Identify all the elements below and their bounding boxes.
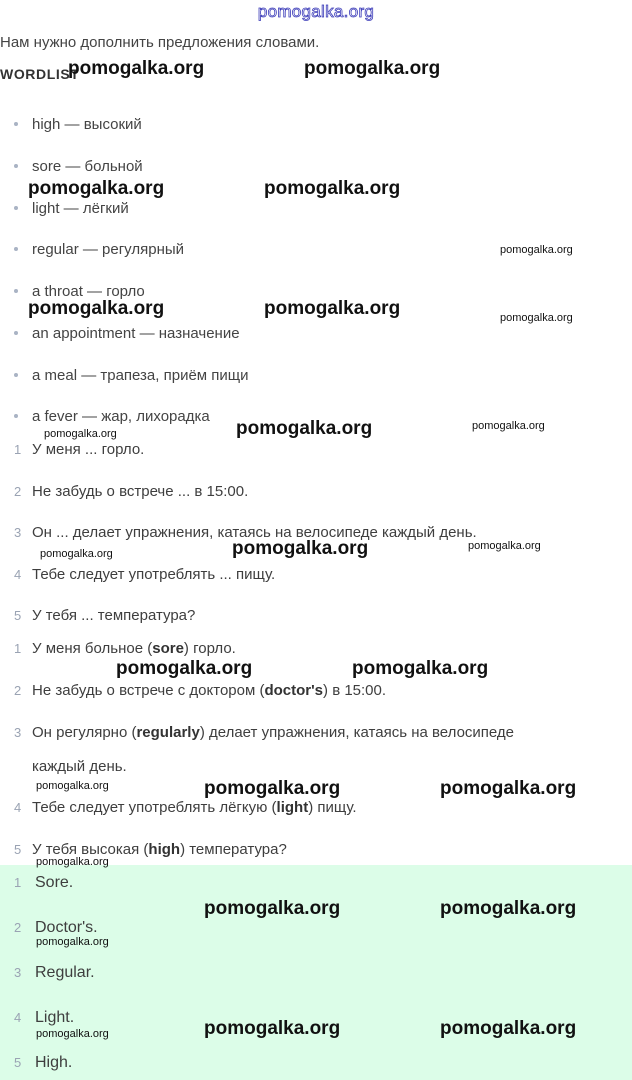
watermark: pomogalka.org xyxy=(68,58,205,79)
watermark: pomogalka.org xyxy=(352,658,489,679)
watermark: pomogalka.org xyxy=(440,1018,577,1039)
exercise-text: Тебе следует употреблять ... пищу. xyxy=(32,566,276,583)
answer-text: Regular. xyxy=(35,964,95,981)
item-number: 5 xyxy=(14,1055,22,1070)
watermark: pomogalka.org xyxy=(204,1018,341,1039)
answer-text: High. xyxy=(35,1054,73,1071)
watermark: pomogalka.org xyxy=(440,778,577,799)
translation-text: ) температура? xyxy=(180,841,287,858)
translation-item xyxy=(14,799,357,816)
translation-item xyxy=(14,682,386,699)
keyword: doctor's xyxy=(264,682,324,699)
translation-item xyxy=(14,640,236,657)
wordlist-item-text: a throat — горло xyxy=(32,283,145,300)
wordlist-title: WORDLIST xyxy=(0,66,80,82)
watermark: pomogalka.org xyxy=(468,540,541,552)
watermark: pomogalka.org xyxy=(264,178,401,199)
watermark: pomogalka.org xyxy=(472,420,545,432)
wordlist-item xyxy=(14,325,240,342)
answer-text: Sore. xyxy=(35,874,74,891)
translation-text: У тебя высокая ( xyxy=(32,841,149,858)
watermark: pomogalka.org xyxy=(500,244,573,256)
answer-item xyxy=(14,919,98,937)
watermark: pomogalka.org xyxy=(236,418,373,439)
translation-text: Не забудь о встрече с доктором ( xyxy=(32,682,265,699)
watermark: pomogalka.org xyxy=(232,538,369,559)
keyword: high xyxy=(148,841,181,858)
exercise-text: Не забудь о встрече ... в 15:00. xyxy=(32,483,249,500)
item-number: 2 xyxy=(14,683,22,698)
bullet-icon xyxy=(14,331,18,335)
exercise-item xyxy=(14,607,195,624)
item-number: 3 xyxy=(14,525,22,540)
wordlist-item xyxy=(14,367,249,384)
answer-item xyxy=(14,874,73,892)
translation-continuation: каждый день. xyxy=(32,758,127,775)
watermark: pomogalka.org xyxy=(440,898,577,919)
item-number: 3 xyxy=(14,965,22,980)
translation-text: ) пищу. xyxy=(308,799,357,816)
wordlist-item-text: a fever — жар, лихорадка xyxy=(32,408,210,425)
answer-text: Light. xyxy=(35,1009,75,1026)
translation-text: ) делает упражнения, катаясь на велосипеде xyxy=(199,724,515,741)
bullet-icon xyxy=(14,414,18,418)
watermark: pomogalka.org xyxy=(44,428,117,440)
wordlist-item xyxy=(14,200,129,217)
watermark: pomogalka.org xyxy=(28,298,165,319)
wordlist-item xyxy=(14,408,210,425)
item-number: 2 xyxy=(14,920,22,935)
watermark: pomogalka.org xyxy=(36,936,109,948)
translation-text: Тебе следует употреблять лёгкую ( xyxy=(32,799,277,816)
wordlist-item xyxy=(14,116,142,133)
wordlist-item-text: an appointment — назначение xyxy=(32,325,240,342)
exercise-text: У меня ... горло. xyxy=(32,441,145,458)
bullet-icon xyxy=(14,206,18,210)
watermark: pomogalka.org xyxy=(40,548,113,560)
item-number: 2 xyxy=(14,484,22,499)
watermark: pomogalka.org xyxy=(36,1028,109,1040)
item-number: 4 xyxy=(14,1010,22,1025)
exercise-item xyxy=(14,441,144,458)
wordlist-item-text: sore — больной xyxy=(32,158,143,175)
wordlist-item xyxy=(14,158,143,175)
bullet-icon xyxy=(14,373,18,377)
item-number: 3 xyxy=(14,725,22,740)
wordlist-item-text: high — высокий xyxy=(32,116,142,133)
answer-item xyxy=(14,1009,74,1027)
bullet-icon xyxy=(14,122,18,126)
item-number: 5 xyxy=(14,608,22,623)
bullet-icon xyxy=(14,289,18,293)
item-number: 4 xyxy=(14,800,22,815)
site-header-logo[interactable]: pomogalka.org xyxy=(257,2,375,21)
translation-item xyxy=(14,724,514,741)
answer-text: Doctor's. xyxy=(35,919,98,936)
watermark: pomogalka.org xyxy=(264,298,401,319)
item-number: 1 xyxy=(14,875,22,890)
bullet-icon xyxy=(14,247,18,251)
watermark: pomogalka.org xyxy=(304,58,441,79)
translation-text: ) в 15:00. xyxy=(323,682,387,699)
item-number: 1 xyxy=(14,442,22,457)
exercise-text: Он ... делает упражнения, катаясь на велосипеде каждый день. xyxy=(32,524,477,541)
exercise-item xyxy=(14,566,275,583)
watermark: pomogalka.org xyxy=(36,856,109,868)
watermark: pomogalka.org xyxy=(204,898,341,919)
wordlist-item xyxy=(14,241,184,258)
item-number: 1 xyxy=(14,641,22,656)
translation-text: Он регулярно ( xyxy=(32,724,137,741)
bullet-icon xyxy=(14,164,18,168)
answer-item xyxy=(14,1054,72,1072)
exercise-item xyxy=(14,483,248,500)
keyword: regularly xyxy=(136,724,200,741)
watermark: pomogalka.org xyxy=(36,780,109,792)
translation-text: У меня больное ( xyxy=(32,640,153,657)
watermark: pomogalka.org xyxy=(204,778,341,799)
item-number: 5 xyxy=(14,842,22,857)
keyword: sore xyxy=(152,640,184,657)
watermark: pomogalka.org xyxy=(28,178,165,199)
item-number: 4 xyxy=(14,567,22,582)
wordlist-item-text: light — лёгкий xyxy=(32,200,129,217)
watermark: pomogalka.org xyxy=(116,658,253,679)
watermark: pomogalka.org xyxy=(500,312,573,324)
wordlist-item-text: a meal — трапеза, приём пищи xyxy=(32,367,249,384)
translation-text: ) горло. xyxy=(183,640,236,657)
intro-text: Нам нужно дополнить предложения словами. xyxy=(0,34,320,51)
keyword: light xyxy=(276,799,309,816)
wordlist-item-text: regular — регулярный xyxy=(32,241,185,258)
exercise-text: У тебя ... температура? xyxy=(32,607,196,624)
answer-item xyxy=(14,964,95,982)
